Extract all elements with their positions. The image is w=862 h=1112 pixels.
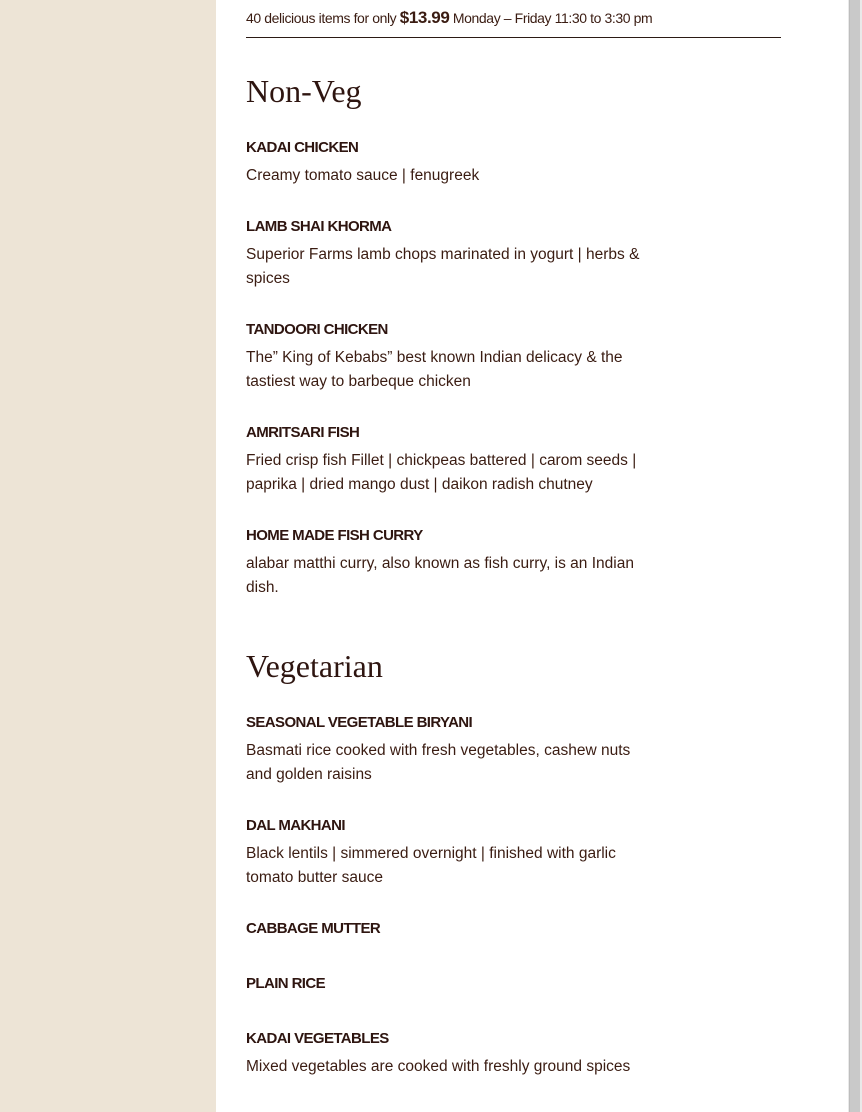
promo-price: $13.99 xyxy=(399,8,450,27)
menu-item xyxy=(246,713,656,787)
menu-item xyxy=(246,1029,656,1079)
menu-item xyxy=(246,423,656,497)
dish-description: alabar matthi curry, also known as fish curry, is an Indian dish. xyxy=(246,555,634,596)
menu-item xyxy=(246,816,656,890)
page-scrollbar[interactable] xyxy=(848,0,862,1112)
dish-name: SEASONAL VEGETABLE BIRYANI xyxy=(246,714,473,731)
dish-description: Basmati rice cooked with fresh vegetables, cashew nuts and golden raisins xyxy=(246,742,631,783)
scrollbar-thumb[interactable] xyxy=(849,0,860,1112)
dish-description: Mixed vegetables are cooked with freshly ground spices xyxy=(246,1058,631,1075)
section-title-vegetarian: Vegetarian xyxy=(246,648,383,684)
dish-description: Superior Farms lamb chops marinated in yogurt | herbs & spices xyxy=(246,246,640,287)
promo-prefix: 40 delicious items for only xyxy=(246,10,397,26)
menu-item xyxy=(246,974,325,994)
menu-item xyxy=(246,138,656,188)
dish-description: Fried crisp fish Fillet | chickpeas battered | carom seeds | paprika | dried mango dust | daikon radish chutney xyxy=(246,452,637,493)
menu-item xyxy=(246,526,656,600)
menu-item xyxy=(246,919,380,939)
dish-name: KADAI CHICKEN xyxy=(246,139,359,156)
dish-name: TANDOORI CHICKEN xyxy=(246,321,388,338)
dish-name: AMRITSARI FISH xyxy=(246,424,360,441)
section-title-non-veg: Non-Veg xyxy=(246,73,362,109)
dish-description: Black lentils | simmered overnight | finished with garlic tomato butter sauce xyxy=(246,845,616,886)
left-background-band xyxy=(0,0,216,1112)
dish-name: CABBAGE MUTTER xyxy=(246,920,381,937)
lunch-promo-line xyxy=(246,0,781,38)
dish-name: DAL MAKHANI xyxy=(246,817,345,834)
promo-hours: Monday – Friday 11:30 to 3:30 pm xyxy=(452,10,653,26)
menu-content xyxy=(216,0,848,1112)
dish-name: HOME MADE FISH CURRY xyxy=(246,527,423,544)
menu-item xyxy=(246,217,656,291)
dish-name: KADAI VEGETABLES xyxy=(246,1030,389,1047)
dish-description: Creamy tomato sauce | fenugreek xyxy=(246,167,480,184)
dish-name: LAMB SHAI KHORMA xyxy=(246,218,392,235)
dish-description: The” King of Kebabs” best known Indian delicacy & the tastiest way to barbeque chicken xyxy=(246,349,623,390)
dish-name: PLAIN RICE xyxy=(246,975,326,992)
menu-item xyxy=(246,320,656,394)
